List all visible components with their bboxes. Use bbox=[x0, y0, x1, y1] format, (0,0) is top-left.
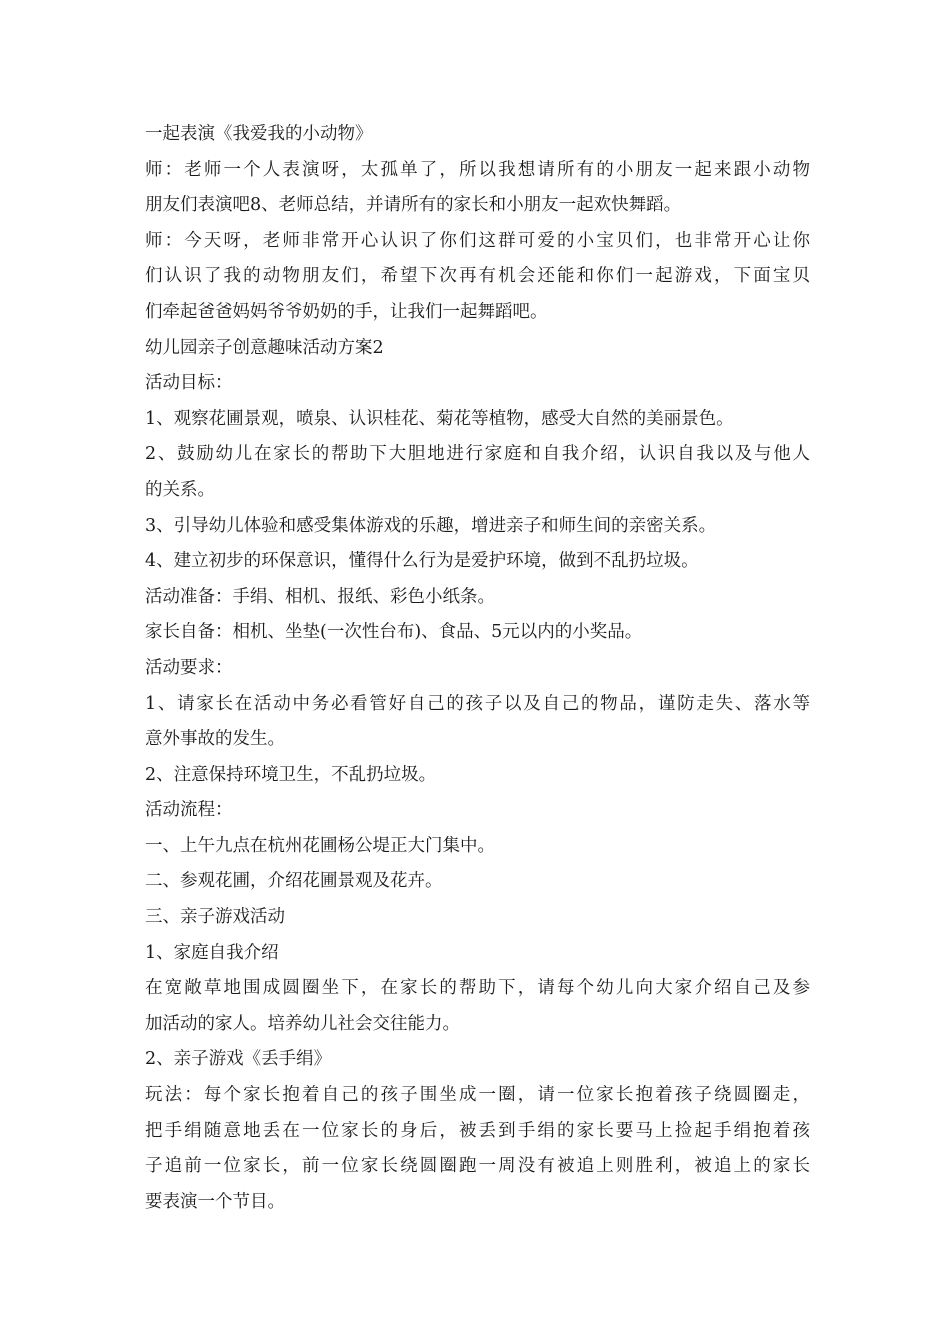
paragraph-line: 要表演一个节目。 bbox=[145, 1191, 285, 1212]
paragraph-line: 玩法：每个家长抱着自己的孩子围坐成一圈，请一位家长抱着孩子绕圆圈走， bbox=[145, 1085, 810, 1106]
paragraph-line: 们牵起爸爸妈妈爷爷奶奶的手，让我们一起舞蹈吧。 bbox=[145, 301, 548, 322]
paragraph-line: 加活动的家人。培养幼儿社会交往能力。 bbox=[145, 1013, 460, 1034]
goal-item: 3、引导幼儿体验和感受集体游戏的乐趣，增进亲子和师生间的亲密关系。 bbox=[145, 515, 717, 536]
paragraph-line: 师：今天呀，老师非常开心认识了你们这群可爱的小宝贝们，也非常开心让你 bbox=[145, 230, 810, 251]
paragraph-line: 朋友们表演吧8、老师总结，并请所有的家长和小朋友一起欢快舞蹈。 bbox=[145, 195, 682, 216]
plan-title: 幼儿园亲子创意趣味活动方案2 bbox=[145, 337, 384, 358]
goal-item: 1、观察花圃景观，喷泉、认识桂花、菊花等植物，感受大自然的美丽景色。 bbox=[145, 408, 734, 429]
process-step: 一、上午九点在杭州花圃杨公堤正大门集中。 bbox=[145, 835, 495, 856]
parent-supplies-line: 家长自备：相机、坐垫(一次性台布)、食品、5元以内的小奖品。 bbox=[145, 622, 643, 643]
paragraph-line: 把手绢随意地丢在一位家长的身后，被丢到手绢的家长要马上捡起手绢抱着孩 bbox=[145, 1120, 810, 1141]
requirement-item-continued: 意外事故的发生。 bbox=[145, 729, 285, 750]
goal-item: 2、鼓励幼儿在家长的帮助下大胆地进行家庭和自我介绍，认识自我以及与他人 bbox=[145, 444, 810, 465]
activity-heading: 1、家庭自我介绍 bbox=[145, 942, 279, 963]
section-heading-requirements: 活动要求： bbox=[145, 657, 233, 678]
process-step: 二、参观花圃，介绍花圃景观及花卉。 bbox=[145, 871, 443, 892]
paragraph-line: 子追前一位家长，前一位家长绕圆圈跑一周没有被追上则胜利，被追上的家长 bbox=[145, 1156, 810, 1177]
document-body bbox=[145, 117, 810, 1220]
requirement-item: 2、注意保持环境卫生，不乱扔垃圾。 bbox=[145, 764, 437, 785]
section-heading-goals: 活动目标： bbox=[145, 373, 233, 394]
paragraph-line: 在宽敞草地围成圆圈坐下，在家长的帮助下，请每个幼儿向大家介绍自己及参 bbox=[145, 978, 810, 999]
goal-item: 4、建立初步的环保意识，懂得什么行为是爱护环境，做到不乱扔垃圾。 bbox=[145, 551, 699, 572]
process-step: 三、亲子游戏活动 bbox=[145, 907, 285, 928]
goal-item-continued: 的关系。 bbox=[145, 479, 215, 500]
section-heading-process: 活动流程： bbox=[145, 800, 233, 821]
requirement-item: 1、请家长在活动中务必看管好自己的孩子以及自己的物品，谨防走失、落水等 bbox=[145, 693, 810, 714]
performance-heading: 一起表演《我爱我的小动物》 bbox=[145, 124, 373, 144]
activity-heading: 2、亲子游戏《丢手绢》 bbox=[145, 1049, 332, 1070]
paragraph-line: 们认识了我的动物朋友们，希望下次再有机会还能和你们一起游戏，下面宝贝 bbox=[145, 266, 810, 287]
paragraph-line: 师：老师一个人表演呀，太孤单了，所以我想请所有的小朋友一起来跟小动物 bbox=[145, 159, 810, 180]
preparation-line: 活动准备：手绢、相机、报纸、彩色小纸条。 bbox=[145, 586, 495, 607]
